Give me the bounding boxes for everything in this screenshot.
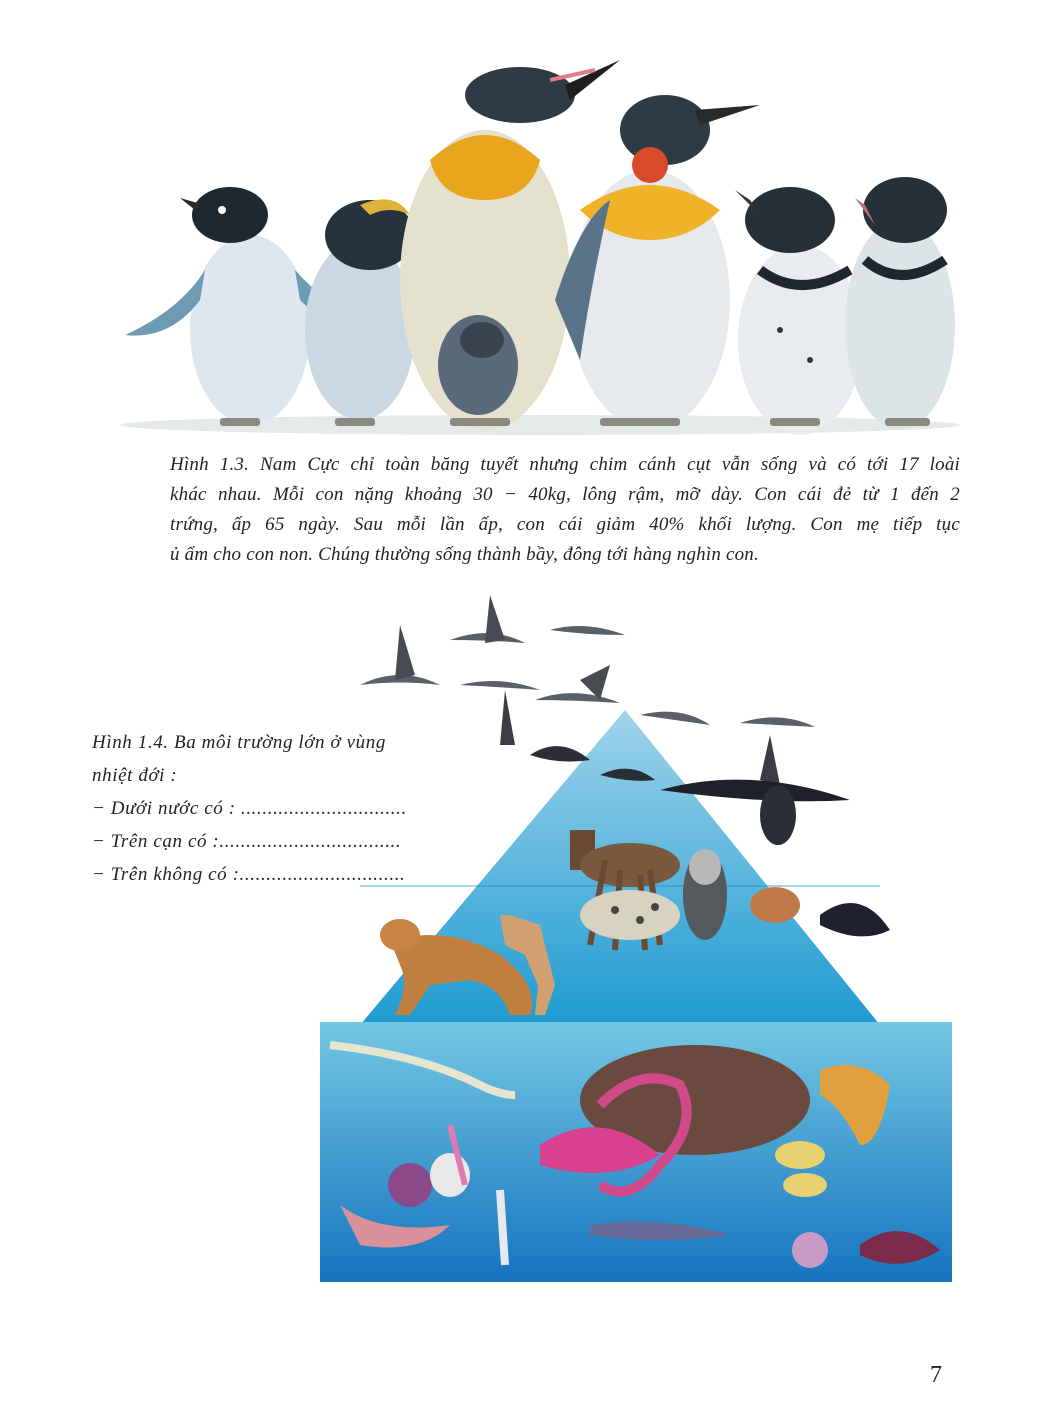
caption-title-line-1: Hình 1.4. Ba môi trường lớn ở vùng [92,732,386,753]
land-item: − Trên cạn có :.................................. [92,831,402,852]
caption-title-line-2: nhiệt đới : [92,765,178,786]
penguin-5 [735,187,862,435]
penguins-illustration [110,40,960,440]
caption-line-1: Hình 1.3. Nam Cực chỉ toàn băng tuyết nhưng chim cánh cụt vẫn sống và có tới 17 loài [170,454,960,475]
penguin-4 [555,95,760,430]
penguin-6 [845,177,955,430]
caption-line-3: trứng, ấp 65 ngày. Sau mỗi lần ấp, con cái giảm 40% khối lượng. Con mẹ tiếp tục [170,514,960,535]
caption-line-2: khác nhau. Mỗi con nặng khoảng 30 − 40kg, lông rậm, mỡ dày. Con cái đẻ từ 1 đến 2 [170,484,960,505]
caption-line-4: ủ ấm cho con non. Chúng thường sống thành bầy, đông tới hàng nghìn con. [170,544,759,565]
underwater-item: − Dưới nước có : ............................... [92,798,407,819]
air-item: − Trên không có :............................... [92,864,406,885]
figure-1-3-caption [170,450,960,570]
page-number: 7 [930,1362,942,1388]
environments-pyramid-illustration [300,585,970,1285]
